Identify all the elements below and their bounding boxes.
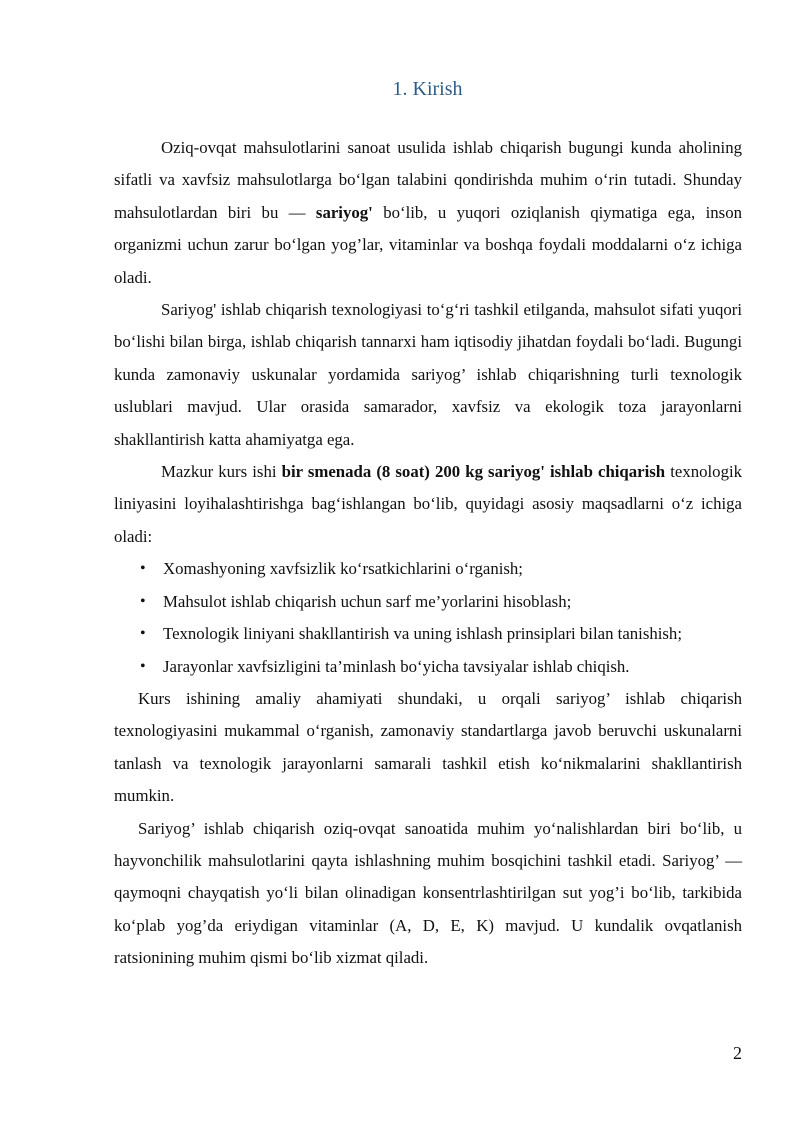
list-item-text: Jarayonlar xavfsizligini ta’minlash bo‘yicha tavsiyalar ishlab chiqish. [163,656,630,676]
paragraph-intro [114,132,742,294]
list-item-text: Texnologik liniyani shakllantirish va uning ishlash prinsiplari bilan tanishish; [163,624,682,644]
list-item [114,586,742,618]
list-item [114,651,742,683]
paragraph-technology: Sariyog' ishlab chiqarish texnologiyasi to‘g‘ri tashkil etilganda, mahsulot sifati yuqori bo‘lishi bilan birga, ishlab chiqarish tannarxi ham iqtisodiy jihatdan foydali bo‘ladi. Bugungi kunda zamonaviy uskunalar yordamida sariyog’ ishlab chiqarishning turli texnologik uslublari mavjud. Ular orasida samarador, xavfsiz va ekologik toza jarayonlarni shakllantirish katta ahamiyatga ega. [114,300,742,449]
document-body [114,132,742,975]
list-item [114,618,742,650]
page-number: 2 [733,1043,742,1063]
paragraph-course-goal-bold: bir smenada (8 soat) 200 kg sariyog' ishlab chiqarish [281,462,666,482]
bullet-icon: • [140,625,146,643]
paragraph-course-goal [114,456,742,553]
paragraph-course-goal-text: Mazkur kurs ishi [161,462,282,482]
list-item-text: Xomashyoning xavfsizlik ko‘rsatkichlarini o‘rganish; [163,559,523,579]
paragraph-intro-bold: sariyog' [315,202,373,222]
goals-list [114,553,742,683]
paragraph-intro-text: Oziq-ovqat mahsulotlarini sanoat usulida ishlab chiqarish bugungi kunda aholining sifatli va xavfsiz mahsulotlarga bo‘lgan talabini qondirishda muhim o‘rin tutadi. Shunday mahsulotlardan biri bu — [114,138,742,222]
paragraph-intro-text-end: bo‘lib, u yuqori oziqlanish qiymatiga ega, inson organizmi uchun zarur bo‘lgan yog’lar, vitaminlar va boshqa foydali moddalarni o‘z ichiga oladi. [114,202,742,287]
list-item [114,553,742,585]
paragraph-butter-description: Sariyog’ ishlab chiqarish oziq-ovqat sanoatida muhim yo‘nalishlardan biri bo‘lib, u hayvonchilik mahsulotlarini qayta ishlashning muhim bosqichini tashkil etadi. Sariyog’ — qaymoqni chayqatish yo‘li bilan olinadigan konsentrlashtirilgan sut yog’i bo‘lib, tarkibida ko‘plab yog’da eriydigan vitaminlar (A, D, E, K) mavjud. U kundalik ovqatlanish ratsionining muhim qismi bo‘lib xizmat qiladi. [114,818,742,968]
bullet-icon: • [140,657,146,675]
bullet-icon: • [140,560,146,578]
section-heading: 1. Kirish [392,78,463,100]
list-item-text: Mahsulot ishlab chiqarish uchun sarf me’yorlarini hisoblash; [163,591,572,611]
paragraph-practical-value: Kurs ishining amaliy ahamiyati shundaki, u orqali sariyog’ ishlab chiqarish texnologiyasini mukammal o‘rganish, zamonaviy standartlarga javob beruvchi uskunalarni tanlash va texnologik jarayonlarni samarali tashkil etish ko‘nikmalarini shakllantirish mumkin. [114,688,742,806]
paragraph-course-goal-text-end: texnologik liniyasini loyihalashtirishga bag‘ishlangan bo‘lib, quyidagi asosiy maqsadlarni o‘z ichiga oladi: [114,462,743,546]
bullet-icon: • [140,592,146,610]
